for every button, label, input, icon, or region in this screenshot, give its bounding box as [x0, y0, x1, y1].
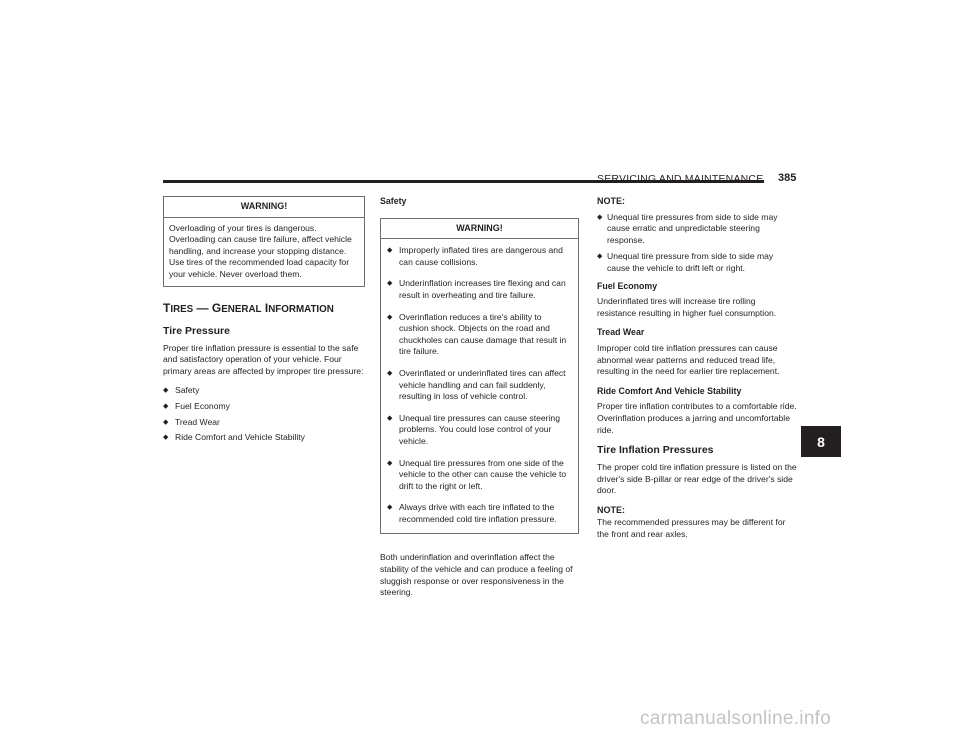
heading-ride-comfort: Ride Comfort And Vehicle Stability — [597, 385, 742, 396]
tread-wear-text: Improper cold tire inflation pressures can cause abnormal wear patterns and reduced tread life, resulting in the need for earlier tire replacement. — [597, 342, 780, 377]
warning-text: Overloading of your tires is dangerous. Overloading can cause tire failure, affect vehicle handling, and increase your stopping distance. Use tires of the recommended load capacity for your vehicle. Never overload them. — [169, 222, 352, 279]
tire-pressure-paragraph: Proper tire inflation pressure is essential to the safe and satisfactory operation of your vehicle. Four primary areas are affected by improper tire pressure: — [163, 342, 364, 376]
heading-tread-wear: Tread Wear — [597, 327, 645, 338]
heading-fuel-economy: Fuel Economy — [597, 280, 658, 291]
list-item: ◆ Safety — [163, 385, 365, 397]
note-2-text: The recommended pressures may be different for the front and rear axles. — [597, 517, 786, 540]
list-item: ◆ Overinflated or underinflated tires can affect vehicle handling and can fail suddenly, resulting in loss of vehicle control. — [387, 368, 572, 403]
warning-body — [164, 218, 364, 286]
watermark: carmanualsonline.info — [640, 708, 832, 729]
list-item: ◆ Improperly inflated tires are dangerous and can cause collisions. — [387, 245, 572, 268]
list-item: ◆ Unequal tire pressures from side to side may cause erratic and unpredictable steering response. — [597, 212, 797, 247]
note-label: NOTE: — [597, 196, 625, 206]
section-title-tires-general-information: TIRES — GENERAL INFORMATION — [163, 300, 334, 315]
list-item: ◆ Unequal tire pressures from one side of the vehicle to the other can cause the vehicle to drift to the right or left. — [387, 458, 572, 493]
column-middle — [380, 196, 579, 607]
subhead-tire-inflation-pressures: Tire Inflation Pressures — [597, 444, 714, 457]
overload-warning-box — [163, 196, 365, 287]
affected-areas-list — [163, 385, 365, 443]
safety-warning-box — [380, 218, 579, 535]
column-left — [163, 196, 365, 448]
list-item: ◆ Underinflation increases tire flexing and can result in overheating and tire failure. — [387, 278, 572, 301]
note-list — [597, 212, 797, 275]
heading-safety: Safety — [380, 196, 407, 206]
list-item: ◆ Tread Wear — [163, 417, 365, 429]
list-item: ◆ Fuel Economy — [163, 401, 365, 413]
list-item: ◆ Overinflation reduces a tire's ability to cushion shock. Objects on the road and chuckholes can cause damage that result in tire failure. — [387, 312, 572, 358]
list-item: ◆ Always drive with each tire inflated to the recommended cold tire inflation pressure. — [387, 502, 572, 525]
page-number: 385 — [778, 172, 797, 184]
warning-body — [381, 239, 578, 533]
fuel-economy-text: Underinflated tires will increase tire rolling resistance resulting in higher fuel consumption. — [597, 296, 777, 318]
ride-comfort-text: Proper tire inflation contributes to a comfortable ride. Overinflation produces a jarring and uncomfortable ride. — [597, 401, 797, 435]
warning-title: WARNING! — [381, 219, 578, 240]
chapter-tab: 8 — [801, 426, 841, 457]
note-label-2: NOTE: — [597, 504, 625, 515]
stability-paragraph: Both underinflation and overinflation affect the stability of the vehicle and can produce a feeling of sluggish response or over responsiveness in the steering. — [380, 552, 573, 598]
safety-warning-list — [387, 245, 572, 525]
warning-title: WARNING! — [164, 197, 364, 218]
inflation-pressures-text: The proper cold tire inflation pressure is listed on the driver's side B-pillar or rear edge of the driver's side door. — [597, 462, 797, 496]
list-item: ◆ Unequal tire pressures can cause steering problems. You could lose control of your vehicle. — [387, 413, 572, 448]
subhead-tire-pressure: Tire Pressure — [163, 324, 230, 337]
list-item: ◆ Unequal tire pressure from side to side may cause the vehicle to drift left or right. — [597, 251, 797, 274]
column-right — [597, 196, 797, 549]
running-header-title: SERVICING AND MAINTENANCE — [597, 173, 764, 185]
list-item: ◆ Ride Comfort and Vehicle Stability — [163, 432, 365, 444]
